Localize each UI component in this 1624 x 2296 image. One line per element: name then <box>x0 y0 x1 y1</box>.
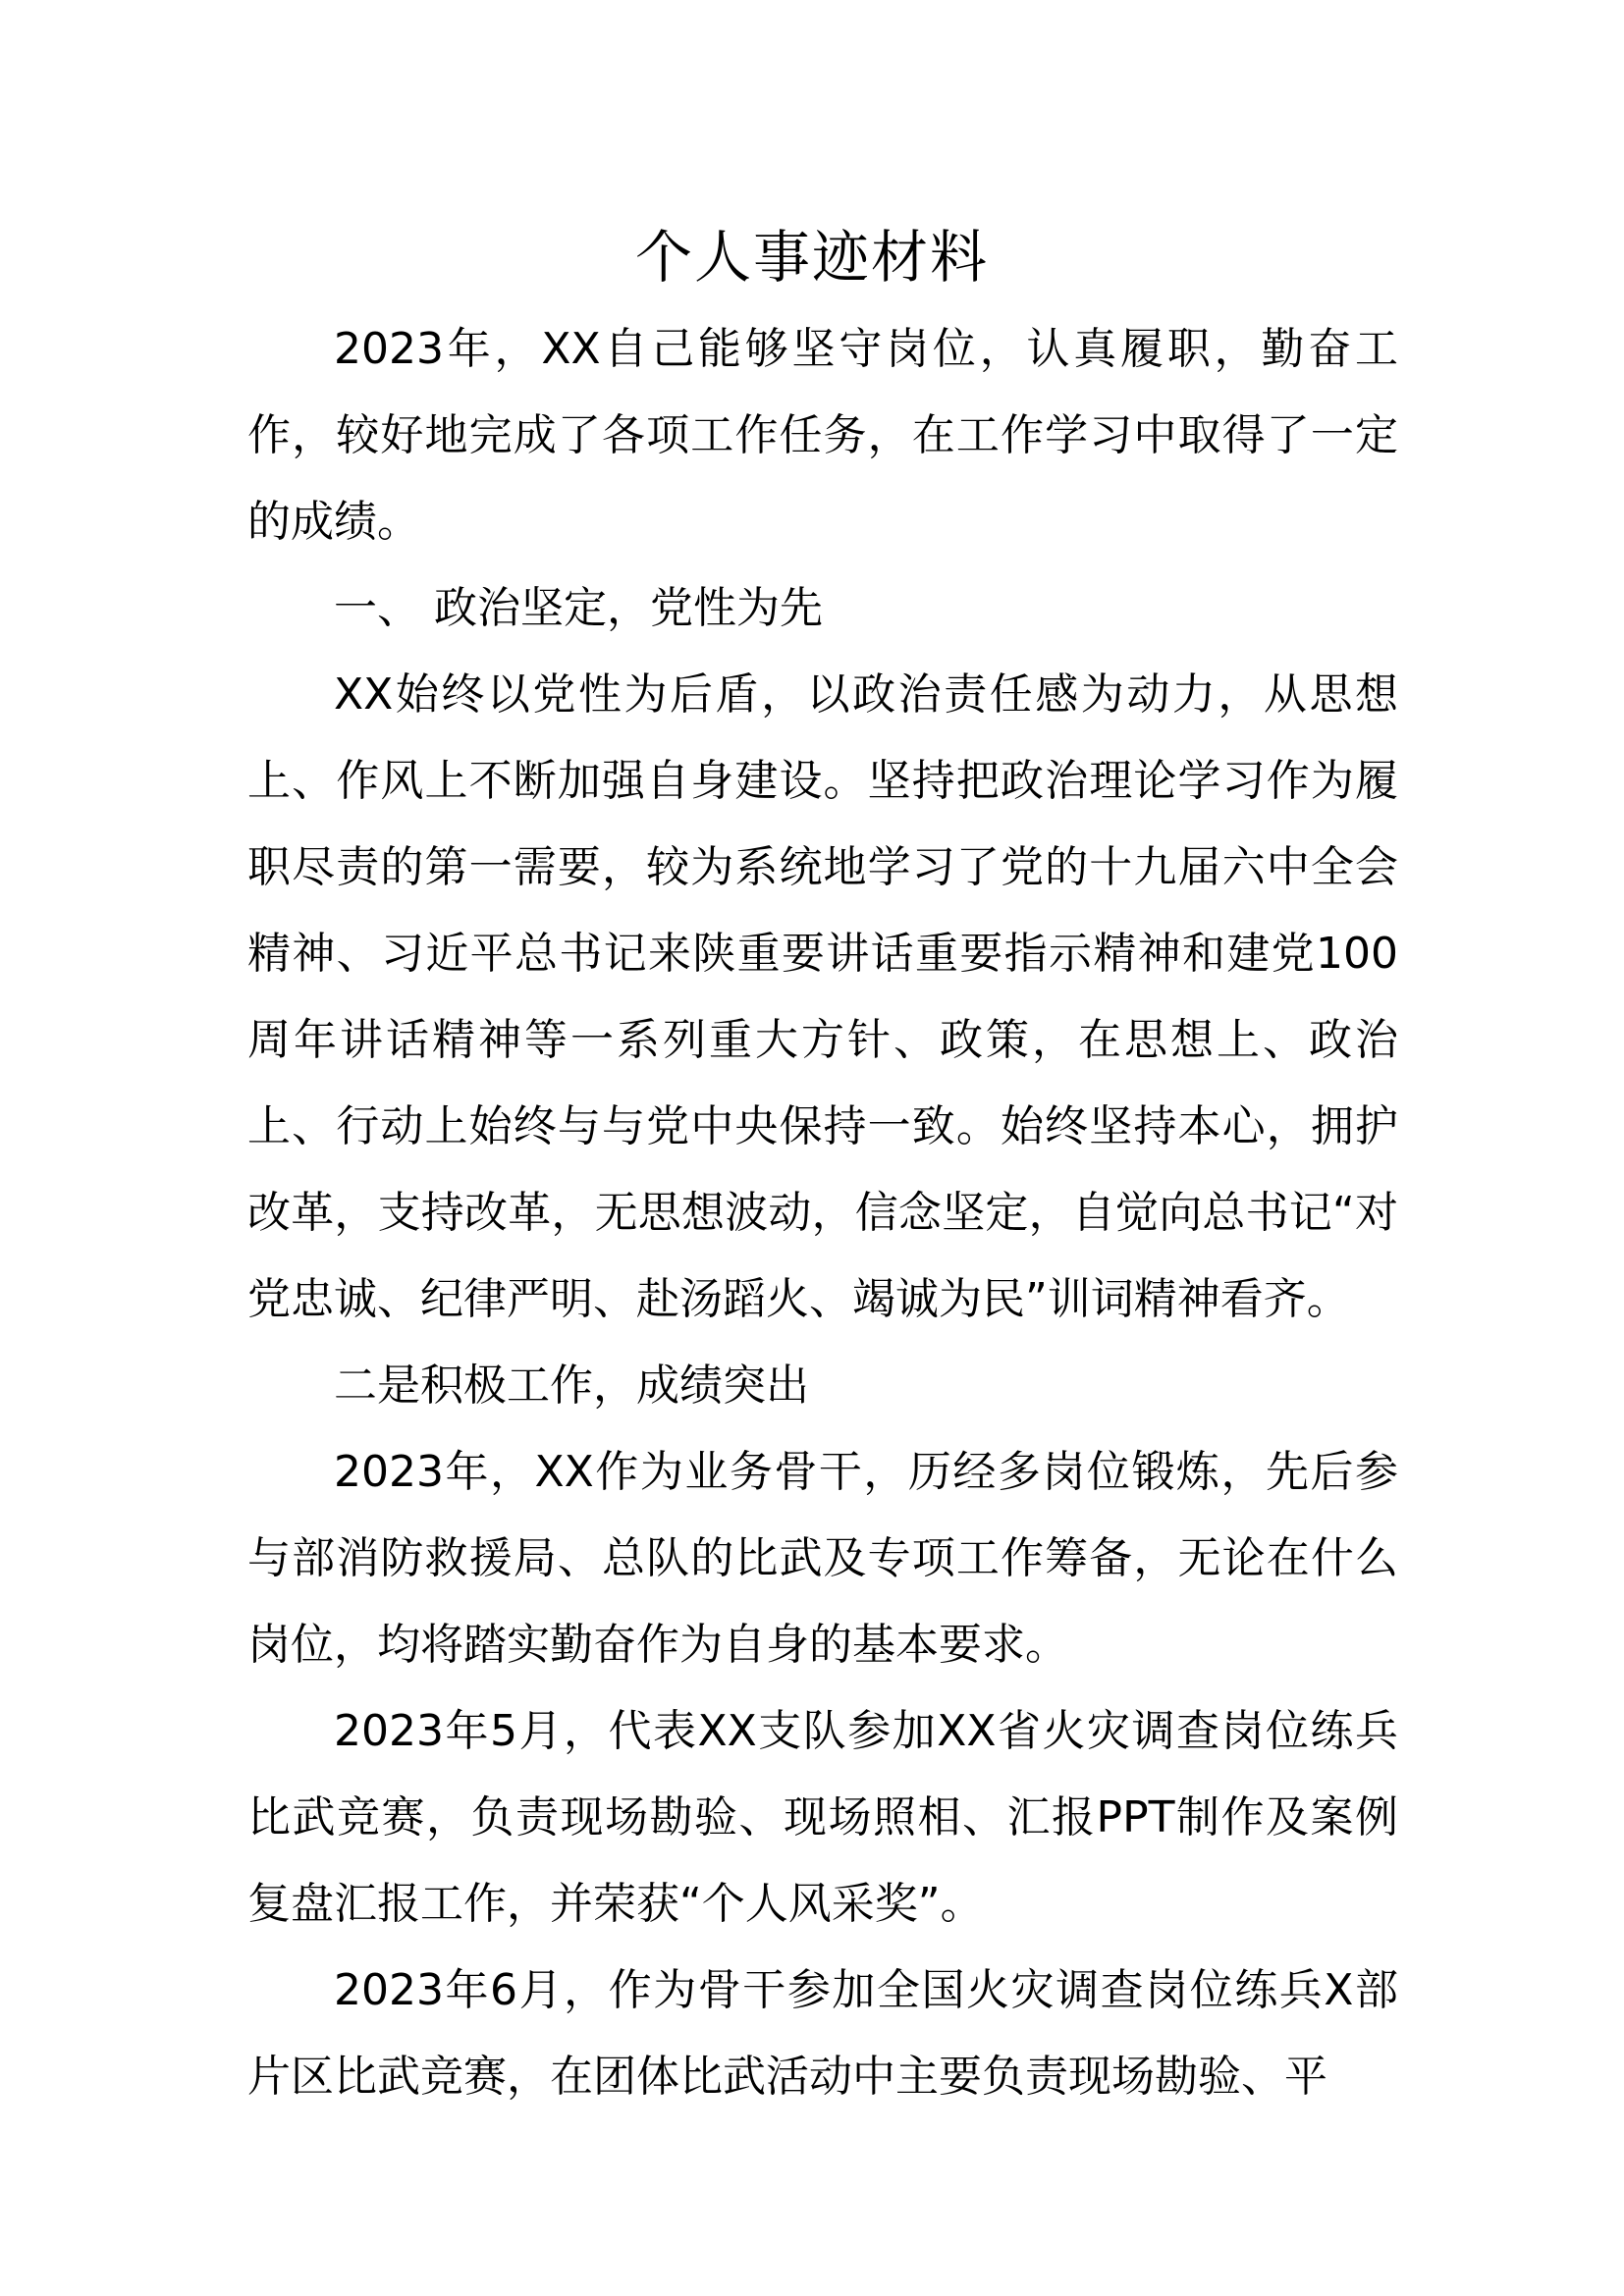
section-heading-political: 一、 政治坚定，党性为先 <box>334 583 823 633</box>
section-heading-work: 二是积极工作，成绩突出 <box>334 1361 809 1411</box>
paragraph-political: XX始终以党性为后盾，以政治责任感为动力，从思想上、作风上不断加强自身建设。坚持把政治理论学习作为履职尽责的第一需要，较为系统地学习了党的十九届六中全会精神、习近平总书记来陕重要讲话重要指示精神和建党100周年讲话精神等一系列重大方针、政策，在思想上、政治上、行动上始终与与党中央保持一致。始终坚持本心，拥护改革，支持改革，无思想波动，信念坚定，自觉向总书记“对党忠诚、纪律严明、赴汤蹈火、竭诚为民”训词精神看齐。 <box>247 669 1398 1324</box>
paragraph-june-2023: 2023年6月，作为骨干参加全国火灾调查岗位练兵X部片区比武竞赛，在团体比武活动中主要负责现场勘验、平 <box>247 1965 1398 2102</box>
document-body <box>247 306 1398 2120</box>
paragraph-intro: 2023年，XX自己能够坚守岗位，认真履职，勤奋工作，较好地完成了各项工作任务，在工作学习中取得了一定的成绩。 <box>247 324 1398 547</box>
document-title: 个人事迹材料 <box>634 224 989 291</box>
paragraph-may-2023: 2023年5月，代表XX支队参加XX省火灾调查岗位练兵比武竞赛，负责现场勘验、现场照相、汇报PPT制作及案例复盘汇报工作，并荣获“个人风采奖”。 <box>247 1706 1398 1929</box>
paragraph-work: 2023年，XX作为业务骨干，历经多岗位锻炼，先后参与部消防救援局、总队的比武及专项工作筹备，无论在什么岗位，均将踏实勤奋作为自身的基本要求。 <box>247 1447 1398 1670</box>
